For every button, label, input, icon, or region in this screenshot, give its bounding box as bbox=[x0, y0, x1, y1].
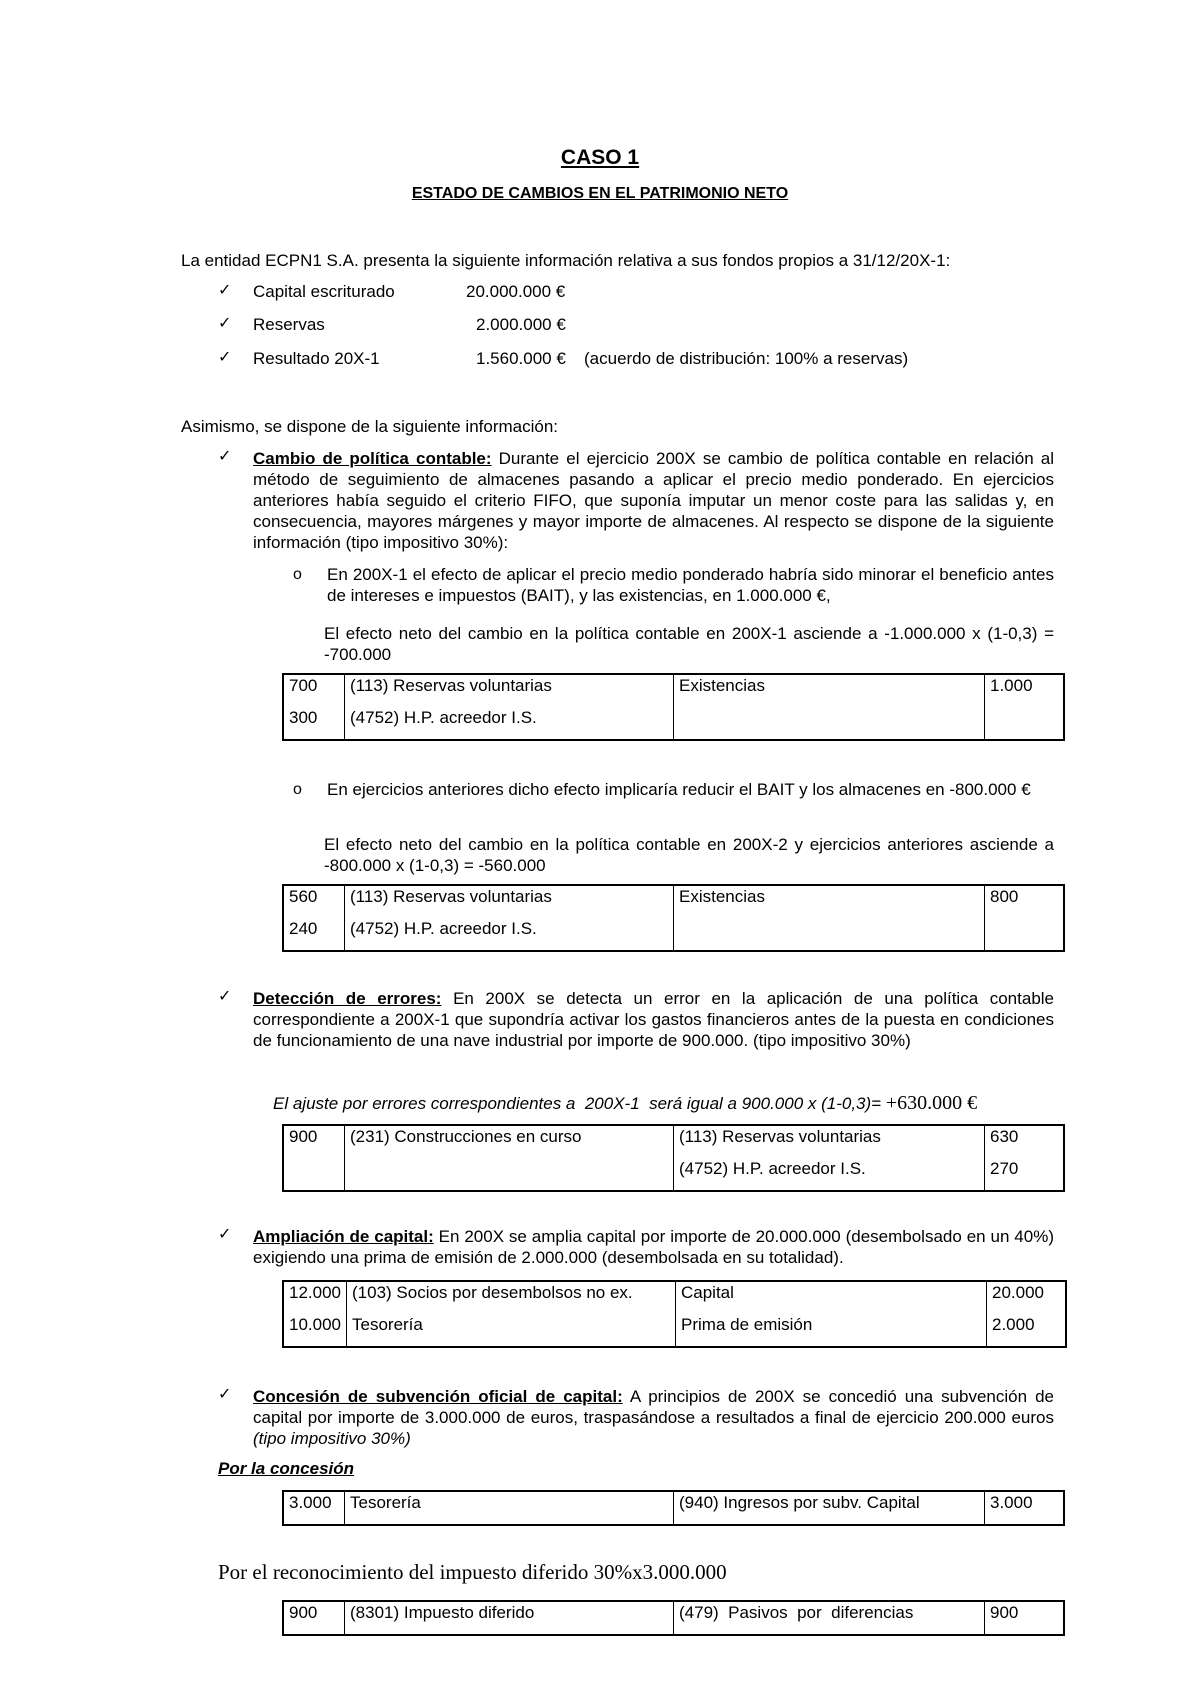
fund-label: Reservas bbox=[253, 315, 325, 334]
debit-account: (231) Construcciones en curso bbox=[345, 1125, 674, 1158]
debit-amount bbox=[283, 1158, 345, 1191]
credit-account: (4752) H.P. acreedor I.S. bbox=[674, 1158, 985, 1191]
policy-sub1-text: En 200X-1 el efecto de aplicar el precio medio ponderado habría sido minorar el beneficio antes de intereses e impuestos (BAIT), y las existencias, en 1.000.000 €, bbox=[327, 565, 1054, 605]
table-row bbox=[283, 885, 1064, 918]
debit-amount: 12.000 bbox=[283, 1281, 347, 1314]
subsidy-heading: Concesión de subvención oficial de capital: bbox=[253, 1387, 623, 1406]
errors-adjust-line bbox=[273, 1092, 977, 1115]
ledger-table-errors bbox=[282, 1124, 1065, 1192]
credit-account: Prima de emisión bbox=[676, 1314, 987, 1347]
credit-amount: 3.000 bbox=[985, 1491, 1065, 1525]
concession-label: Por la concesión bbox=[218, 1459, 355, 1478]
page-subtitle: ESTADO DE CAMBIOS EN EL PATRIMONIO NETO bbox=[411, 185, 789, 202]
fund-value: 2.000.000 € bbox=[476, 315, 566, 334]
capital-paragraph bbox=[253, 1226, 1054, 1268]
credit-amount: 2.000 bbox=[987, 1314, 1067, 1347]
page-title: CASO 1 bbox=[560, 146, 640, 169]
debit-amount: 10.000 bbox=[283, 1314, 347, 1347]
debit-account: (103) Socios por desembolsos no ex. bbox=[347, 1281, 676, 1314]
debit-account: (4752) H.P. acreedor I.S. bbox=[345, 918, 674, 951]
credit-amount bbox=[985, 707, 1065, 740]
table-row bbox=[283, 707, 1064, 740]
fund-label: Capital escriturado bbox=[253, 282, 395, 301]
debit-amount: 700 bbox=[283, 674, 345, 707]
debit-account: Tesorería bbox=[345, 1491, 674, 1525]
checkmark-icon: ✓ bbox=[218, 986, 232, 1005]
credit-amount: 1.000 bbox=[985, 674, 1065, 707]
debit-amount: 3.000 bbox=[283, 1491, 345, 1525]
policy-heading: Cambio de política contable: bbox=[253, 449, 492, 468]
credit-amount: 20.000 bbox=[987, 1281, 1067, 1314]
credit-account bbox=[674, 707, 985, 740]
credit-account: Existencias bbox=[674, 885, 985, 918]
credit-amount: 900 bbox=[985, 1601, 1065, 1635]
policy-paragraph bbox=[253, 448, 1054, 553]
credit-amount: 630 bbox=[985, 1125, 1065, 1158]
fund-value: 1.560.000 € bbox=[476, 349, 566, 368]
debit-amount: 560 bbox=[283, 885, 345, 918]
fund-value: 20.000.000 € bbox=[466, 282, 566, 301]
table-row bbox=[283, 1158, 1064, 1191]
checkmark-icon: ✓ bbox=[218, 1224, 232, 1243]
checkmark-icon: ✓ bbox=[218, 446, 232, 465]
debit-account: Tesorería bbox=[347, 1314, 676, 1347]
table-row bbox=[283, 1491, 1064, 1525]
policy-text: Durante el ejercicio 200X se cambio de política contable en relación al método de seguimiento de almacenes pasando a aplicar el precio medio ponderado. En ejercicios anteriores había seguido el criterio FIFO, que suponía imputar un menor coste para las salidas y, en consecuencia, mayores márgenes y mayor importe de almacenes. Al respecto se dispone de la siguiente información (tipo impositivo 30%): bbox=[253, 449, 1054, 552]
intro-text: La entidad ECPN1 S.A. presenta la siguiente información relativa a sus fondos propios a 31/12/20X-1: bbox=[181, 251, 951, 270]
debit-account bbox=[345, 1158, 674, 1191]
table-row bbox=[283, 1125, 1064, 1158]
ledger-table-policy-2 bbox=[282, 884, 1065, 952]
errors-paragraph bbox=[253, 988, 1054, 1051]
capital-text: En 200X se amplia capital por importe de 20.000.000 (desembolsado en un 40%) exigiendo una prima de emisión de 2.000.000 (desembolsada en su totalidad). bbox=[253, 1227, 1054, 1267]
debit-amount: 900 bbox=[283, 1601, 345, 1635]
fund-label: Resultado 20X-1 bbox=[253, 349, 380, 368]
fund-note: (acuerdo de distribución: 100% a reservas) bbox=[584, 349, 909, 368]
debit-account: (113) Reservas voluntarias bbox=[345, 674, 674, 707]
checkmark-icon: ✓ bbox=[218, 347, 232, 366]
debit-account: (113) Reservas voluntarias bbox=[345, 885, 674, 918]
checkmark-icon: ✓ bbox=[218, 313, 232, 332]
credit-account: (113) Reservas voluntarias bbox=[674, 1125, 985, 1158]
errors-adjust: El ajuste por errores correspondientes a 200X-1 será igual a 900.000 x (1-0,3)= bbox=[273, 1094, 882, 1113]
table-row bbox=[283, 1281, 1066, 1314]
table-row bbox=[283, 1314, 1066, 1347]
subsidy-paragraph bbox=[253, 1386, 1054, 1449]
policy-sub2-text: En ejercicios anteriores dicho efecto implicaría reducir el BAIT y los almacenes en -800.000 € bbox=[327, 780, 1031, 799]
ledger-table-concession bbox=[282, 1490, 1065, 1526]
policy-sub2-net: El efecto neto del cambio en la política contable en 200X-2 y ejercicios anteriores asciende a -800.000 x (1-0,3) = -560.000 bbox=[324, 835, 1054, 875]
subsidy-text-italic: (tipo impositivo 30%) bbox=[253, 1429, 411, 1448]
ledger-table-policy-1 bbox=[282, 673, 1065, 741]
credit-amount: 270 bbox=[985, 1158, 1065, 1191]
credit-account: (940) Ingresos por subv. Capital bbox=[674, 1491, 985, 1525]
credit-amount: 800 bbox=[985, 885, 1065, 918]
table-row bbox=[283, 918, 1064, 951]
bullet-circle-icon: o bbox=[293, 781, 302, 798]
credit-account: Capital bbox=[676, 1281, 987, 1314]
errors-adjust-result: +630.000 € bbox=[885, 1092, 978, 1114]
bullet-circle-icon: o bbox=[293, 566, 302, 583]
debit-amount: 240 bbox=[283, 918, 345, 951]
table-row bbox=[283, 674, 1064, 707]
ledger-table-capital bbox=[282, 1280, 1067, 1348]
deferred-tax-label: Por el reconocimiento del impuesto diferido 30%x3.000.000 bbox=[218, 1560, 727, 1584]
table-row bbox=[283, 1601, 1064, 1635]
credit-account bbox=[674, 918, 985, 951]
credit-amount bbox=[985, 918, 1065, 951]
errors-heading: Detección de errores: bbox=[253, 989, 442, 1008]
checkmark-icon: ✓ bbox=[218, 280, 232, 299]
debit-amount: 900 bbox=[283, 1125, 345, 1158]
credit-account: Existencias bbox=[674, 674, 985, 707]
policy-sub1-net: El efecto neto del cambio en la política contable en 200X-1 asciende a -1.000.000 x (1-0,3) = -700.000 bbox=[324, 624, 1054, 664]
capital-heading: Ampliación de capital: bbox=[253, 1227, 434, 1246]
debit-account: (4752) H.P. acreedor I.S. bbox=[345, 707, 674, 740]
ledger-table-deferred-tax bbox=[282, 1600, 1065, 1636]
subsidy-text: A principios de 200X se concedió una subvención de capital por importe de 3.000.000 de euros, traspasándose a resultados a final de ejercicio 200.000 euros bbox=[253, 1387, 1054, 1427]
debit-account: (8301) Impuesto diferido bbox=[345, 1601, 674, 1635]
debit-amount: 300 bbox=[283, 707, 345, 740]
checkmark-icon: ✓ bbox=[218, 1384, 232, 1403]
asimismo-text: Asimismo, se dispone de la siguiente información: bbox=[181, 417, 559, 436]
errors-text: En 200X se detecta un error en la aplicación de una política contable correspondiente a 200X-1 que supondría activar los gastos financieros antes de la puesta en condiciones de funcionamiento de una nave industrial por importe de 900.000. (tipo impositivo 30%) bbox=[253, 989, 1054, 1050]
credit-account: (479) Pasivos por diferencias bbox=[674, 1601, 985, 1635]
